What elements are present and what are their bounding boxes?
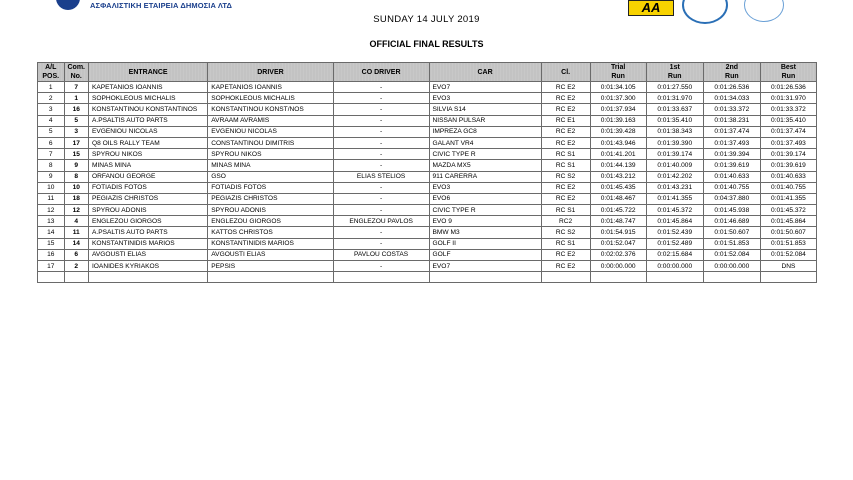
empty-cell <box>88 272 207 283</box>
driver-cell: EVGENIOU NICOLAS <box>208 126 333 137</box>
entrance-cell: ORFANOU GEORGE <box>88 171 207 182</box>
car-cell: MAZDA MX5 <box>429 160 541 171</box>
table-row <box>38 137 817 148</box>
second-run-cell: 0:01:40.633 <box>703 171 760 182</box>
car-cell: 911 CARERRA <box>429 171 541 182</box>
driver-cell: SOPHOKLEOUS MICHALIS <box>208 93 333 104</box>
com-no-cell: 18 <box>64 193 88 204</box>
best-run-cell: DNS <box>760 261 816 272</box>
pos-cell: 7 <box>38 149 65 160</box>
second-run-cell: 0:01:39.619 <box>703 160 760 171</box>
empty-cell <box>38 272 65 283</box>
trial-run-cell: 0:01:37.934 <box>590 104 646 115</box>
entrance-cell: KONSTANTINIDIS MARIOS <box>88 238 207 249</box>
com-no-cell: 1 <box>64 93 88 104</box>
best-run-cell: 0:01:40.755 <box>760 182 816 193</box>
empty-cell <box>646 272 703 283</box>
empty-cell <box>208 272 333 283</box>
co-driver-cell: - <box>333 160 429 171</box>
pos-cell: 5 <box>38 126 65 137</box>
co-driver-cell: PAVLOU COSTAS <box>333 249 429 260</box>
entrance-cell: FOTIADIS FOTOS <box>88 182 207 193</box>
class-cell: RC E2 <box>541 93 590 104</box>
car-cell: CIVIC TYPE R <box>429 149 541 160</box>
second-run-cell: 0:01:26.536 <box>703 82 760 93</box>
driver-cell: AVGOUSTI ELIAS <box>208 249 333 260</box>
empty-row <box>38 272 817 283</box>
trial-run-cell: 0:02:02.376 <box>590 249 646 260</box>
car-cell: BMW M3 <box>429 227 541 238</box>
column-header: CAR <box>429 63 541 82</box>
event-date: SUNDAY 14 JULY 2019 <box>373 14 480 25</box>
empty-cell <box>333 272 429 283</box>
trial-run-cell: 0:00:00.000 <box>590 261 646 272</box>
second-run-cell: 0:01:39.394 <box>703 149 760 160</box>
trial-run-cell: 0:01:41.201 <box>590 149 646 160</box>
co-driver-cell: - <box>333 82 429 93</box>
car-cell: EVO3 <box>429 182 541 193</box>
driver-cell: GSO <box>208 171 333 182</box>
co-driver-cell: - <box>333 115 429 126</box>
car-cell: EVO 9 <box>429 216 541 227</box>
second-run-cell: 0:01:45.938 <box>703 205 760 216</box>
best-run-cell: 0:01:39.619 <box>760 160 816 171</box>
pos-cell: 2 <box>38 93 65 104</box>
class-cell: RC E2 <box>541 137 590 148</box>
sponsor-emblem-icon <box>56 0 80 10</box>
car-cell: EVO7 <box>429 82 541 93</box>
table-row <box>38 205 817 216</box>
co-driver-cell: - <box>333 238 429 249</box>
com-no-cell: 3 <box>64 126 88 137</box>
pos-cell: 6 <box>38 137 65 148</box>
car-cell: EVO3 <box>429 93 541 104</box>
empty-cell <box>429 272 541 283</box>
class-cell: RC E2 <box>541 126 590 137</box>
com-no-cell: 15 <box>64 149 88 160</box>
first-run-cell: 0:00:00.000 <box>646 261 703 272</box>
pos-cell: 9 <box>38 171 65 182</box>
co-driver-cell: ELIAS STELIOS <box>333 171 429 182</box>
pos-cell: 11 <box>38 193 65 204</box>
car-cell: EVO6 <box>429 193 541 204</box>
co-driver-cell: - <box>333 205 429 216</box>
column-header: Cl. <box>541 63 590 82</box>
co-driver-cell: - <box>333 149 429 160</box>
trial-run-cell: 0:01:48.467 <box>590 193 646 204</box>
class-cell: RC E1 <box>541 115 590 126</box>
driver-cell: CONSTANTINOU DIMITRIS <box>208 137 333 148</box>
class-cell: RC E2 <box>541 104 590 115</box>
best-run-cell: 0:01:33.372 <box>760 104 816 115</box>
driver-cell: SPYROU ADONIS <box>208 205 333 216</box>
class-cell: RC S1 <box>541 238 590 249</box>
column-header: Com. No. <box>64 63 88 82</box>
second-run-cell: 0:01:34.033 <box>703 93 760 104</box>
driver-cell: MINAS MINA <box>208 160 333 171</box>
entrance-cell: IOANIDES KYRIAKOS <box>88 261 207 272</box>
trial-run-cell: 0:01:37.300 <box>590 93 646 104</box>
best-run-cell: 0:01:37.493 <box>760 137 816 148</box>
table-row <box>38 149 817 160</box>
com-no-cell: 9 <box>64 160 88 171</box>
best-run-cell: 0:01:51.853 <box>760 238 816 249</box>
column-header: 1st Run <box>646 63 703 82</box>
com-no-cell: 2 <box>64 261 88 272</box>
class-cell: RC E2 <box>541 261 590 272</box>
entrance-cell: SOPHOKLEOUS MICHALIS <box>88 93 207 104</box>
table-row <box>38 104 817 115</box>
trial-run-cell: 0:01:43.946 <box>590 137 646 148</box>
sponsor-logo <box>56 0 232 14</box>
first-run-cell: 0:01:52.489 <box>646 238 703 249</box>
car-cell: GOLF <box>429 249 541 260</box>
pos-cell: 14 <box>38 227 65 238</box>
com-no-cell: 10 <box>64 182 88 193</box>
table-row <box>38 238 817 249</box>
table-row <box>38 115 817 126</box>
best-run-cell: 0:01:52.084 <box>760 249 816 260</box>
best-run-cell: 0:01:50.607 <box>760 227 816 238</box>
best-run-cell: 0:01:35.410 <box>760 115 816 126</box>
second-run-cell: 0:01:52.084 <box>703 249 760 260</box>
entrance-cell: PEGIAZIS CHRISTOS <box>88 193 207 204</box>
empty-cell <box>64 272 88 283</box>
com-no-cell: 16 <box>64 104 88 115</box>
com-no-cell: 11 <box>64 227 88 238</box>
column-header: ENTRANCE <box>88 63 207 82</box>
entrance-cell: SPYROU NIKOS <box>88 149 207 160</box>
co-driver-cell: - <box>333 261 429 272</box>
first-run-cell: 0:01:39.174 <box>646 149 703 160</box>
empty-cell <box>703 272 760 283</box>
best-run-cell: 0:01:26.536 <box>760 82 816 93</box>
second-run-cell: 0:01:33.372 <box>703 104 760 115</box>
first-run-cell: 0:01:35.410 <box>646 115 703 126</box>
best-run-cell: 0:01:41.355 <box>760 193 816 204</box>
first-run-cell: 0:01:42.202 <box>646 171 703 182</box>
car-cell: SILVIA S14 <box>429 104 541 115</box>
first-run-cell: 0:01:31.970 <box>646 93 703 104</box>
com-no-cell: 14 <box>64 238 88 249</box>
table-row <box>38 171 817 182</box>
class-cell: RC S1 <box>541 205 590 216</box>
car-cell: NISSAN PULSAR <box>429 115 541 126</box>
first-run-cell: 0:01:27.550 <box>646 82 703 93</box>
trial-run-cell: 0:01:44.139 <box>590 160 646 171</box>
page-header <box>0 0 853 58</box>
first-run-cell: 0:01:40.009 <box>646 160 703 171</box>
best-run-cell: 0:01:45.864 <box>760 216 816 227</box>
entrance-cell: EVGENIOU NICOLAS <box>88 126 207 137</box>
car-cell: CIVIC TYPE R <box>429 205 541 216</box>
results-table-header <box>38 63 817 82</box>
table-row <box>38 93 817 104</box>
first-run-cell: 0:01:38.343 <box>646 126 703 137</box>
entrance-cell: MINAS MINA <box>88 160 207 171</box>
table-row <box>38 160 817 171</box>
first-run-cell: 0:02:15.684 <box>646 249 703 260</box>
class-cell: RC E2 <box>541 193 590 204</box>
co-driver-cell: - <box>333 193 429 204</box>
empty-cell <box>541 272 590 283</box>
class-cell: RC E2 <box>541 82 590 93</box>
com-no-cell: 4 <box>64 216 88 227</box>
table-row <box>38 193 817 204</box>
pos-cell: 1 <box>38 82 65 93</box>
column-header: Best Run <box>760 63 816 82</box>
first-run-cell: 0:01:41.355 <box>646 193 703 204</box>
trial-run-cell: 0:01:43.212 <box>590 171 646 182</box>
co-driver-cell: - <box>333 126 429 137</box>
entrance-cell: AVGOUSTI ELIAS <box>88 249 207 260</box>
com-no-cell: 5 <box>64 115 88 126</box>
pos-cell: 16 <box>38 249 65 260</box>
co-driver-cell: - <box>333 182 429 193</box>
first-run-cell: 0:01:52.439 <box>646 227 703 238</box>
driver-cell: FOTIADIS FOTOS <box>208 182 333 193</box>
trial-run-cell: 0:01:54.915 <box>590 227 646 238</box>
table-row <box>38 126 817 137</box>
table-row <box>38 227 817 238</box>
pos-cell: 15 <box>38 238 65 249</box>
trial-run-cell: 0:01:45.435 <box>590 182 646 193</box>
aa-logo: AA <box>628 0 674 16</box>
table-row <box>38 261 817 272</box>
table-row <box>38 216 817 227</box>
entrance-cell: KONSTANTINOU KONSTANTINOS <box>88 104 207 115</box>
entrance-cell: SPYROU ADONIS <box>88 205 207 216</box>
entrance-cell: A.PSALTIS AUTO PARTS <box>88 115 207 126</box>
best-run-cell: 0:01:37.474 <box>760 126 816 137</box>
class-cell: RC E2 <box>541 182 590 193</box>
trial-run-cell: 0:01:39.428 <box>590 126 646 137</box>
pos-cell: 12 <box>38 205 65 216</box>
best-run-cell: 0:01:40.633 <box>760 171 816 182</box>
car-cell: GOLF II <box>429 238 541 249</box>
com-no-cell: 8 <box>64 171 88 182</box>
table-row <box>38 182 817 193</box>
trial-run-cell: 0:01:34.105 <box>590 82 646 93</box>
second-run-cell: 0:01:50.607 <box>703 227 760 238</box>
driver-cell: KAPETANIOS IOANNIS <box>208 82 333 93</box>
trial-run-cell: 0:01:45.722 <box>590 205 646 216</box>
sponsor-company-name: ΑΣΦΑΛΙΣΤΙΚΗ ΕΤΑΙΡΕΙΑ ΔΗΜΟΣΙΑ ΛΤΔ <box>90 1 232 10</box>
empty-cell <box>590 272 646 283</box>
results-table-body <box>38 82 817 283</box>
driver-cell: AVRAAM AVRAMIS <box>208 115 333 126</box>
column-header: 2nd Run <box>703 63 760 82</box>
second-run-cell: 0:01:40.755 <box>703 182 760 193</box>
table-row <box>38 82 817 93</box>
best-run-cell: 0:01:45.372 <box>760 205 816 216</box>
driver-cell: PEPSIS <box>208 261 333 272</box>
best-run-cell: 0:01:31.970 <box>760 93 816 104</box>
first-run-cell: 0:01:45.372 <box>646 205 703 216</box>
class-cell: RC S2 <box>541 171 590 182</box>
first-run-cell: 0:01:43.231 <box>646 182 703 193</box>
header-row <box>38 63 817 82</box>
co-driver-cell: - <box>333 104 429 115</box>
class-cell: RC E2 <box>541 249 590 260</box>
class-cell: RC S2 <box>541 227 590 238</box>
entrance-cell: Q8 OILS RALLY TEAM <box>88 137 207 148</box>
empty-cell <box>760 272 816 283</box>
second-run-cell: 0:00:00.000 <box>703 261 760 272</box>
co-driver-cell: - <box>333 227 429 238</box>
second-run-cell: 0:04:37.880 <box>703 193 760 204</box>
driver-cell: ENGLEZOU GIORGOS <box>208 216 333 227</box>
class-cell: RC2 <box>541 216 590 227</box>
entrance-cell: ENGLEZOU GIORGOS <box>88 216 207 227</box>
table-row <box>38 249 817 260</box>
class-cell: RC S1 <box>541 149 590 160</box>
first-run-cell: 0:01:45.864 <box>646 216 703 227</box>
pos-cell: 10 <box>38 182 65 193</box>
co-driver-cell: - <box>333 137 429 148</box>
driver-cell: KONSTANTINOU KONST/NOS <box>208 104 333 115</box>
trial-run-cell: 0:01:48.747 <box>590 216 646 227</box>
first-run-cell: 0:01:39.390 <box>646 137 703 148</box>
entrance-cell: A.PSALTIS AUTO PARTS <box>88 227 207 238</box>
driver-cell: SPYROU NIKOS <box>208 149 333 160</box>
second-run-cell: 0:01:37.493 <box>703 137 760 148</box>
driver-cell: PEGIAZIS CHRISTOS <box>208 193 333 204</box>
page-title: OFFICIAL FINAL RESULTS <box>369 39 484 49</box>
class-cell: RC S1 <box>541 160 590 171</box>
co-driver-cell: - <box>333 93 429 104</box>
pos-cell: 8 <box>38 160 65 171</box>
driver-cell: KATTOS CHRISTOS <box>208 227 333 238</box>
second-run-cell: 0:01:51.853 <box>703 238 760 249</box>
results-table <box>37 62 817 283</box>
column-header: DRIVER <box>208 63 333 82</box>
first-run-cell: 0:01:33.637 <box>646 104 703 115</box>
car-cell: EVO7 <box>429 261 541 272</box>
column-header: Trial Run <box>590 63 646 82</box>
com-no-cell: 7 <box>64 82 88 93</box>
second-run-cell: 0:01:38.231 <box>703 115 760 126</box>
second-run-cell: 0:01:37.474 <box>703 126 760 137</box>
co-driver-cell: ENGLEZOU PAVLOS <box>333 216 429 227</box>
pos-cell: 3 <box>38 104 65 115</box>
pos-cell: 4 <box>38 115 65 126</box>
best-run-cell: 0:01:39.174 <box>760 149 816 160</box>
trial-run-cell: 0:01:52.047 <box>590 238 646 249</box>
entrance-cell: KAPETANIOS IOANNIS <box>88 82 207 93</box>
trial-run-cell: 0:01:39.163 <box>590 115 646 126</box>
com-no-cell: 12 <box>64 205 88 216</box>
second-run-cell: 0:01:46.689 <box>703 216 760 227</box>
com-no-cell: 17 <box>64 137 88 148</box>
column-header: CO DRIVER <box>333 63 429 82</box>
car-cell: GALANT VR4 <box>429 137 541 148</box>
column-header: A/L POS. <box>38 63 65 82</box>
pos-cell: 17 <box>38 261 65 272</box>
pos-cell: 13 <box>38 216 65 227</box>
car-cell: IMPREZA GC8 <box>429 126 541 137</box>
driver-cell: KONSTANTINIDIS MARIOS <box>208 238 333 249</box>
com-no-cell: 6 <box>64 249 88 260</box>
